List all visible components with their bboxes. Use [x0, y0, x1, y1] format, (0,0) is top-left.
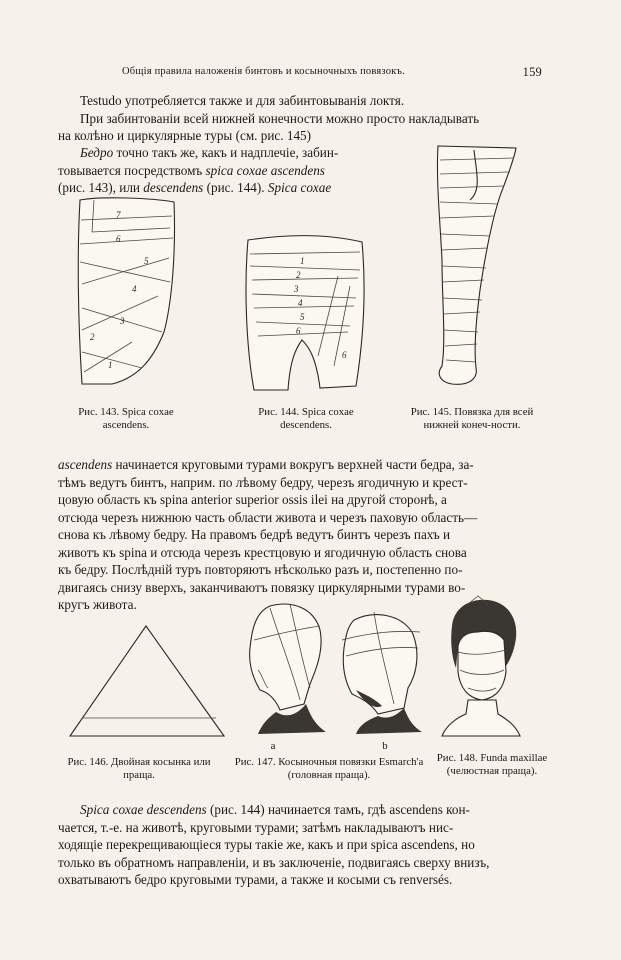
tour-number: 3: [294, 284, 299, 294]
figure-147-label-a: a: [270, 740, 276, 752]
ascendens-line: ascendens начинается круговыми турами вокругъ верхней части бедра, за-: [58, 457, 474, 472]
tour-number: 5: [300, 312, 305, 322]
figure-143-caption: Рис. 143. Spica coxae ascendens.: [78, 406, 174, 431]
intro-paragraph: [58, 92, 542, 145]
intro-line: При забинтованіи всей нижней конечности можно просто накладывать: [80, 110, 480, 126]
ascendens-line: къ бедру. Послѣдній туръ повторяютъ нѣсколько разъ и, постепенно по-: [58, 562, 463, 577]
figure-146-triangle-sling: [68, 624, 228, 740]
bedro-line-3: (рис. 143), или descendens (рис. 144). Spica coxae: [58, 180, 332, 195]
tour-number: 3: [120, 316, 125, 326]
descendens-line: охватываютъ бедро круговыми турами, а также и косыми съ renversés.: [58, 872, 453, 887]
figure-147-head-a: [240, 600, 330, 736]
figure-145-caption: Рис. 145. Повязка для всей нижней конеч-ности.: [410, 406, 534, 431]
figure-148-caption: Рис. 148. Funda maxillae (челюстная праща).: [436, 752, 548, 777]
tour-number: 1: [108, 360, 113, 370]
descendens-paragraph: [58, 801, 542, 889]
intro-line: на колѣно и циркулярные туры (см. рис. 145): [58, 128, 312, 143]
figure-146-caption: Рис. 146. Двойная косынка или праща.: [67, 756, 211, 781]
descendens-line: только въ обратномъ направленіи, и въ заключеніе, подвигаясь сверху внизъ,: [58, 854, 490, 870]
tour-number: 6: [342, 350, 347, 360]
ascendens-line: снова къ лѣвому бедру. На правомъ бедрѣ ведутъ бинтъ черезъ пахъ и: [58, 527, 451, 542]
tour-number: 5: [144, 256, 149, 266]
figure-144-caption: Рис. 144. Spica coxae descendens.: [258, 406, 354, 431]
tour-number: 1: [300, 256, 305, 266]
tour-number: 2: [90, 332, 95, 342]
bedro-term: Бедро: [80, 145, 114, 160]
ascendens-line: двигаясь снизу вверхъ, заканчиваютъ повязку циркулярными турами во-: [58, 579, 466, 595]
figure-143-hip-bandage: [72, 192, 182, 392]
descendens-line: чается, т.-е. на животѣ, круговыми турами; затѣмъ накладываютъ нис-: [58, 819, 454, 835]
bedro-line-1: Бедро точно такъ же, какъ и надплечіе, забин-: [80, 145, 339, 160]
bedro-paragraph: [58, 144, 414, 197]
ascendens-line: цовую область къ spina anterior superior ossis ilei на другой сторонѣ, а: [58, 492, 447, 507]
intro-line: Testudo употребляется также и для забинтовыванія локтя.: [80, 93, 405, 108]
tour-number: 4: [132, 284, 137, 294]
running-title: Общія правила наложенія бинтовъ и косыночныхъ повязокъ.: [122, 66, 405, 77]
figure-144-hip-bandage: [238, 236, 370, 396]
ascendens-line: животъ къ spina и отсюда черезъ крестцовую и ягодичную область снова: [58, 544, 467, 560]
figure-147-label-b: b: [382, 740, 388, 752]
figure-148-jaw-sling: [438, 596, 522, 738]
ascendens-paragraph: [58, 456, 542, 614]
descendens-line: ходящіе перекрещивающіеся туры такіе же, какъ и при spica ascendens, но: [58, 837, 475, 852]
figure-147-head-b: [334, 610, 426, 736]
tour-number: 6: [296, 326, 301, 336]
ascendens-line: тѣмъ ведутъ бинтъ, наприм. по лѣвому бедру, черезъ ягодичную и крест-: [58, 474, 468, 490]
figure-147-caption: Рис. 147. Косыночныя повязки Esmarch'а (головная праща).: [234, 756, 424, 781]
tour-number: 2: [296, 270, 301, 280]
figure-145-leg-bandage: [430, 140, 520, 390]
tour-number: 4: [298, 298, 303, 308]
ascendens-line: кругъ живота.: [58, 597, 137, 612]
tour-number: 7: [116, 210, 121, 220]
ascendens-line: отсюда черезъ нижнюю часть области живота и черезъ паховую область—: [58, 509, 478, 525]
descendens-line: Spica coxae descendens (рис. 144) начинается тамъ, гдѣ ascendens кон-: [80, 802, 470, 817]
bedro-line-2: товывается посредствомъ spica coxae ascendens: [58, 162, 325, 178]
tour-number: 6: [116, 234, 121, 244]
page-number: 159: [522, 65, 542, 79]
